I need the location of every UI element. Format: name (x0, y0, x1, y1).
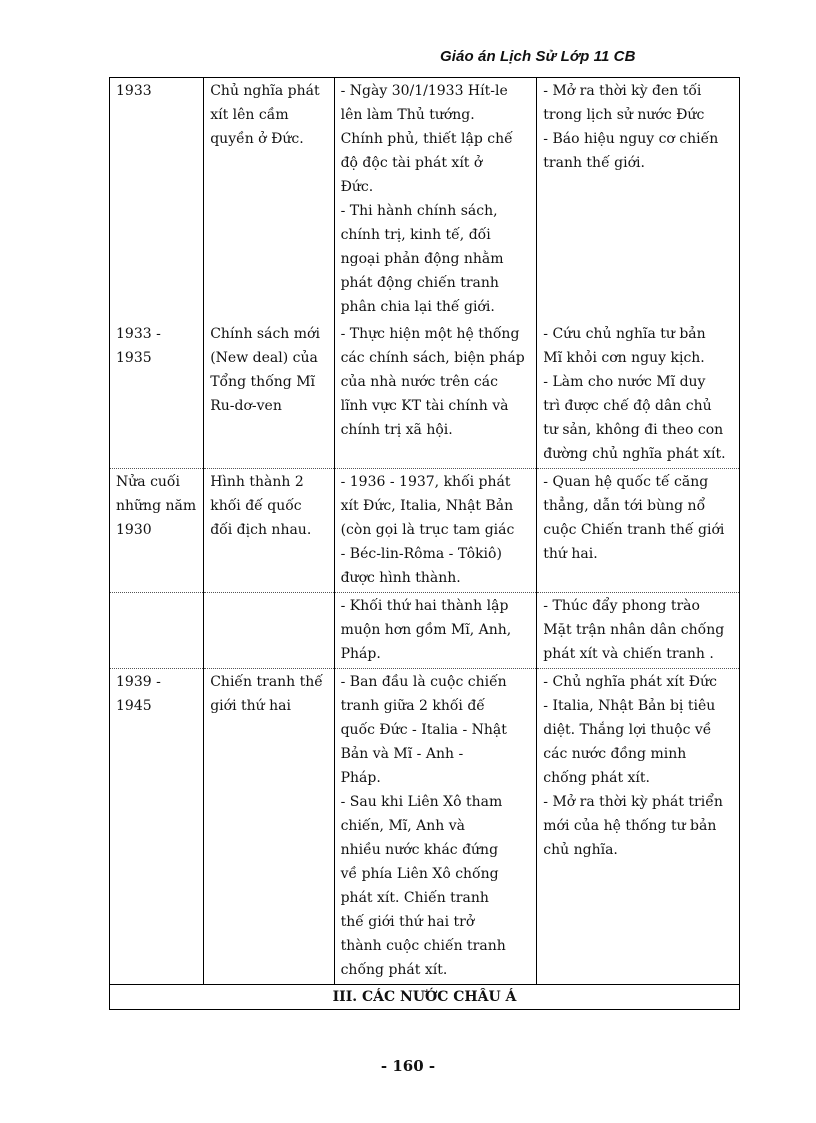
cell-line: 1930 (116, 522, 152, 538)
content-cell (334, 593, 537, 669)
significance-cell (537, 78, 740, 322)
cell-line: - Khối thứ hai thành lập (340, 598, 509, 614)
cell-line: Tổng thống Mĩ (210, 374, 315, 390)
cell-line: tranh giữa 2 khối đế (340, 698, 485, 714)
period-cell (110, 469, 204, 593)
period-cell (110, 669, 204, 985)
event-cell (204, 593, 334, 669)
cell-line: của nhà nước trên các (340, 374, 498, 390)
cell-line: thành cuộc chiến tranh (340, 938, 506, 954)
content-cell (334, 321, 537, 469)
cell-line: về phía Liên Xô chống (340, 866, 499, 882)
cell-line: Mặt trận nhân dân chống (543, 622, 725, 638)
significance-cell (537, 669, 740, 985)
cell-line: lên làm Thủ tướng. (340, 107, 475, 123)
table-row (110, 593, 740, 669)
cell-line: Pháp. (340, 770, 381, 786)
cell-line: thế giới thứ hai trở (340, 914, 475, 930)
cell-line: phát xít. Chiến tranh (340, 890, 489, 906)
cell-line: - Thi hành chính sách, (340, 203, 498, 219)
cell-line: quốc Đức - Italia - Nhật (340, 722, 507, 738)
history-table (109, 77, 740, 1010)
cell-line: 1945 (116, 698, 152, 714)
period-cell (110, 321, 204, 469)
significance-cell (537, 469, 740, 593)
cell-line: 1935 (116, 350, 152, 366)
table-row (110, 469, 740, 593)
cell-line: chủ nghĩa. (543, 842, 618, 858)
cell-text (341, 79, 531, 319)
cell-line: 1939 - (116, 674, 161, 690)
table-body (110, 78, 740, 1010)
cell-line: Chiến tranh thế (210, 674, 323, 690)
cell-line: tranh thế giới. (543, 155, 645, 171)
section-heading-row (110, 985, 740, 1010)
cell-line: Chủ nghĩa phát (210, 83, 320, 99)
cell-line: các chính sách, biện pháp (340, 350, 525, 366)
cell-line: khối đế quốc (210, 498, 302, 514)
cell-text (543, 470, 733, 566)
cell-line: - Ban đầu là cuộc chiến (340, 674, 507, 690)
cell-text (543, 594, 733, 666)
cell-line: Đức. (340, 179, 374, 195)
content-cell (334, 669, 537, 985)
cell-text (210, 322, 327, 418)
table-row (110, 669, 740, 985)
cell-line: - Làm cho nước Mĩ duy (543, 374, 706, 390)
cell-text (341, 670, 531, 982)
cell-text (543, 79, 733, 175)
cell-line: cuộc Chiến tranh thế giới (543, 522, 725, 538)
cell-line: - Italia, Nhật Bản bị tiêu (543, 698, 716, 714)
cell-line: - Thực hiện một hệ thống (340, 326, 520, 342)
cell-line: 1933 (116, 83, 152, 99)
cell-line: chống phát xít. (340, 962, 448, 978)
cell-line: phân chia lại thế giới. (340, 299, 495, 315)
cell-line: Chính phủ, thiết lập chế (340, 131, 513, 147)
cell-line: muộn hơn gồm Mĩ, Anh, (340, 622, 512, 638)
cell-line: - Quan hệ quốc tế căng (543, 474, 709, 490)
cell-line: - Mở ra thời kỳ đen tối (543, 83, 702, 99)
cell-line: chiến, Mĩ, Anh và (340, 818, 466, 834)
cell-text (210, 79, 327, 151)
cell-line: - Thúc đẩy phong trào (543, 598, 700, 614)
cell-line: - Béc-lin-Rôma - Tôkiô) (340, 546, 502, 562)
table-row (110, 78, 740, 322)
period-cell (110, 593, 204, 669)
cell-line: ngoại phản động nhằm (340, 251, 504, 267)
cell-line: các nước đồng minh (543, 746, 687, 762)
cell-line: (New deal) của (210, 350, 318, 366)
cell-text (543, 322, 733, 466)
page-number: - 160 - (380, 1057, 436, 1075)
cell-line: - Cứu chủ nghĩa tư bản (543, 326, 706, 342)
cell-line: Bản và Mĩ - Anh - (340, 746, 464, 762)
cell-line: nhiều nước khác đứng (340, 842, 499, 858)
cell-line: Mĩ khỏi cơn nguy kịch. (543, 350, 705, 366)
event-cell (204, 78, 334, 322)
cell-line: trong lịch sử nước Đức (543, 107, 705, 123)
cell-line: phát động chiến tranh (340, 275, 499, 291)
cell-line: - 1936 - 1937, khối phát (340, 474, 511, 490)
cell-text (341, 594, 531, 666)
cell-line: tư sản, không đi theo con (543, 422, 724, 438)
cell-line: quyền ở Đức. (210, 131, 304, 147)
cell-line: - Ngày 30/1/1933 Hít-le (340, 83, 508, 99)
significance-cell (537, 593, 740, 669)
event-cell (204, 669, 334, 985)
cell-text (116, 79, 197, 103)
page-header-title: Giáo án Lịch Sử Lớp 11 CB (440, 48, 636, 65)
period-cell (110, 78, 204, 322)
cell-line: xít lên cầm (210, 107, 289, 123)
cell-line: chính trị xã hội. (340, 422, 453, 438)
cell-line: phát xít và chiến tranh . (543, 646, 714, 662)
cell-line: Ru-dơ-ven (210, 398, 282, 414)
cell-line: độ độc tài phát xít ở (340, 155, 483, 171)
cell-line: Nửa cuối (116, 474, 180, 490)
cell-line: được hình thành. (340, 570, 461, 586)
content-cell (334, 469, 537, 593)
cell-text (341, 322, 531, 442)
cell-text (210, 670, 327, 718)
cell-line: - Báo hiệu nguy cơ chiến (543, 131, 719, 147)
cell-line: thứ hai. (543, 546, 598, 562)
cell-text (116, 322, 197, 370)
significance-cell (537, 321, 740, 469)
cell-line: - Sau khi Liên Xô tham (340, 794, 503, 810)
cell-line: lĩnh vực KT tài chính và (340, 398, 509, 414)
cell-text (116, 670, 197, 718)
cell-line: mới của hệ thống tư bản (543, 818, 717, 834)
cell-line: chống phát xít. (543, 770, 650, 786)
cell-line: - Chủ nghĩa phát xít Đức (543, 674, 717, 690)
content-cell (334, 78, 537, 322)
cell-text (210, 470, 327, 542)
event-cell (204, 469, 334, 593)
cell-line: diệt. Thắng lợi thuộc về (543, 722, 712, 738)
cell-line: Pháp. (340, 646, 381, 662)
cell-line: Chính sách mới (210, 326, 320, 342)
cell-line: giới thứ hai (210, 698, 291, 714)
cell-text (543, 670, 733, 862)
cell-line: xít Đức, Italia, Nhật Bản (340, 498, 514, 514)
cell-line: - Mở ra thời kỳ phát triển (543, 794, 723, 810)
cell-line: đối địch nhau. (210, 522, 312, 538)
cell-line: đường chủ nghĩa phát xít. (543, 446, 726, 462)
cell-text (341, 470, 531, 590)
cell-line: (còn gọi là trục tam giác (340, 522, 515, 538)
cell-line: 1933 - (116, 326, 161, 342)
cell-line: những năm (116, 498, 197, 514)
cell-line: Hình thành 2 (210, 474, 304, 490)
cell-line: trì được chế độ dân chủ (543, 398, 712, 414)
cell-line: thẳng, dẫn tới bùng nổ (543, 498, 706, 514)
event-cell (204, 321, 334, 469)
cell-text (116, 470, 197, 542)
section-heading: III. CÁC NƯỚC CHÂU Á (110, 985, 740, 1010)
cell-line: chính trị, kinh tế, đối (340, 227, 491, 243)
table-row (110, 321, 740, 469)
